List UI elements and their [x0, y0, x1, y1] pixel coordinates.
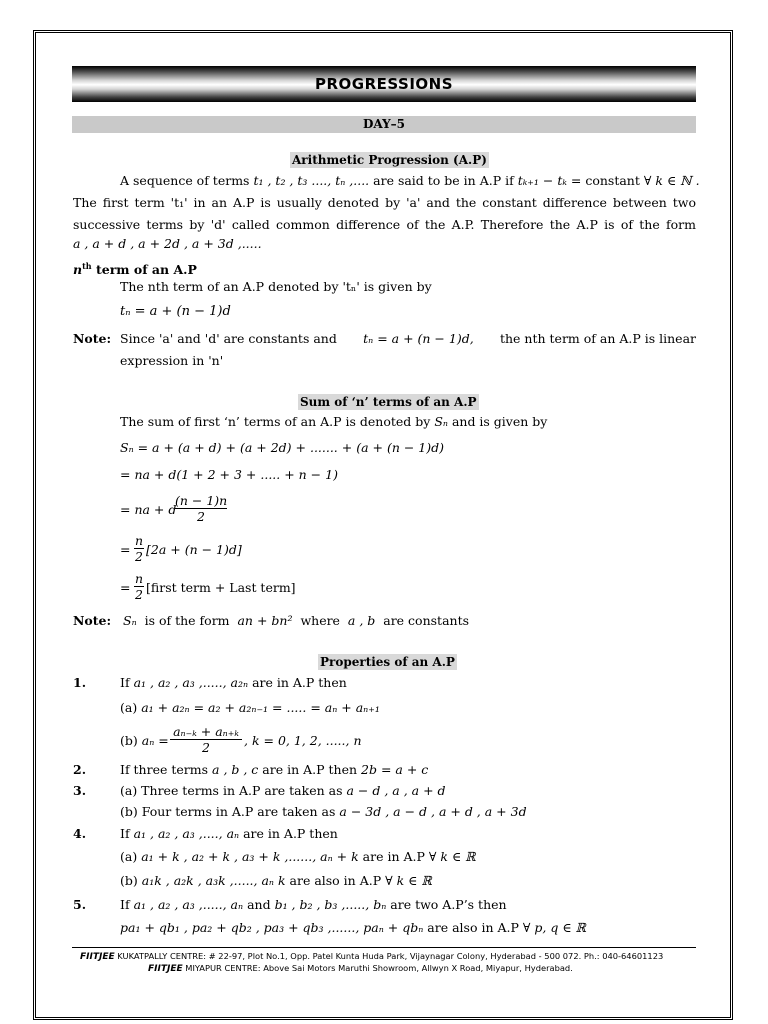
math: ∀ k ∈ ℝ	[428, 849, 476, 864]
nth-term-formula: tₙ = a + (n − 1)d	[120, 304, 231, 319]
math: an + bn²	[237, 613, 293, 628]
math: Sₙ	[434, 414, 448, 429]
item-number: 1.	[73, 675, 87, 690]
property-4b	[120, 873, 432, 889]
math: b₁ , b₂ , b₃ ,....., bₙ	[274, 897, 387, 912]
property-4a	[120, 849, 476, 865]
sum-eq-4: [2a + (n − 1)d]	[146, 542, 242, 557]
math: t₁ , t₂ , t₃ ...., tₙ ,....	[253, 173, 370, 188]
ap-definition-line2: The first term 't₁' in an A.P is usually denoted by 'a' and the constant difference between two	[73, 195, 696, 210]
note-label: Note:	[73, 613, 112, 628]
property-1b-fraction	[170, 724, 242, 755]
math: a₁ , a₂ , a₃ ,....., a₂ₙ	[133, 675, 249, 690]
text: where	[300, 613, 340, 628]
text: are said to be in A.P if	[373, 173, 514, 188]
footer-kukatpally	[80, 951, 663, 963]
math: 2b = a + c	[361, 762, 429, 777]
footer-address: KUKATPALLY CENTRE: # 22-97, Plot No.1, Opp. Patel Kunta Huda Park, Vijaynagar Colony, Hyderabad - 500 072. Ph.: 040-64601123	[117, 951, 664, 961]
text: If	[120, 826, 130, 841]
nth-term-heading	[73, 258, 197, 278]
nth-term-note-line2: expression in 'n'	[120, 353, 224, 368]
math: aₙ =	[141, 733, 169, 748]
footer-address: MIYAPUR CENTRE: Above Sai Motors Maruthi Showroom, Allwyn X Road, Miyapur, Hyderabad.	[185, 963, 573, 973]
text: and	[247, 897, 271, 912]
footer-divider	[72, 947, 696, 948]
math: = na + d	[120, 502, 177, 517]
item-number: 2.	[73, 762, 87, 777]
property-3b	[120, 804, 527, 820]
denominator: 2	[197, 509, 205, 524]
numerator: (n − 1)n	[175, 493, 228, 508]
numerator: n	[134, 571, 144, 586]
page-title: PROGRESSIONS	[72, 66, 696, 102]
property-1b	[120, 733, 169, 749]
sum-eq-5-fraction	[134, 571, 144, 602]
math: a − d , a , a + d	[346, 783, 446, 798]
math: a₁ , a₂ , a₃ ,...., aₙ	[133, 826, 240, 841]
math: a , b , c	[212, 762, 259, 777]
text: The sum of first ‘n’ terms of an A.P is denoted by	[120, 414, 431, 429]
footer-miyapur	[148, 963, 573, 975]
text: are in A.P	[362, 849, 425, 864]
text: and is given by	[451, 414, 548, 429]
sum-eq-1: Sₙ = a + (a + d) + (a + 2d) + ....... + (a + (n − 1)d)	[120, 440, 445, 455]
sum-text	[120, 414, 547, 430]
denominator: 2	[135, 549, 143, 564]
day-label: DAY–5	[72, 116, 696, 133]
text: (a) Three terms in A.P are taken as	[120, 783, 343, 798]
text: If	[120, 897, 130, 912]
sum-eq-3	[120, 502, 176, 518]
sum-eq-4-fraction	[134, 533, 144, 564]
property-1b-rest: , k = 0, 1, 2, ....., n	[244, 733, 362, 748]
math: tₖ₊₁ − tₖ =	[517, 173, 582, 188]
numerator: n	[134, 533, 144, 548]
sum-note	[123, 613, 469, 629]
sum-eq-4-prefix: =	[120, 542, 131, 557]
ap-definition-line3: successive terms by 'd' called common difference of the A.P. Therefore the A.P is of the form	[73, 217, 696, 232]
math: n	[73, 262, 83, 278]
section-heading-sum: Sum of ‘n’ terms of an A.P	[300, 395, 477, 409]
math: ∀ p, q ∈ ℝ	[522, 920, 586, 935]
math: Sₙ	[123, 613, 137, 628]
item-number: 4.	[73, 826, 87, 841]
text: If three terms	[120, 762, 209, 777]
sum-eq-3-fraction	[175, 493, 227, 524]
item-number: 3.	[73, 783, 87, 798]
property-1	[120, 675, 347, 691]
text: is of the form	[144, 613, 230, 628]
text: If	[120, 675, 130, 690]
text: are in A.P then	[262, 762, 358, 777]
property-1a	[120, 700, 380, 716]
math: ∀ k ∈ ℕ .	[643, 173, 700, 188]
math: tₙ = a + (n − 1)d,	[363, 331, 474, 346]
ap-definition-line1	[120, 173, 700, 189]
section-heading-ap: Arithmetic Progression (A.P)	[292, 153, 487, 167]
property-3a	[120, 783, 446, 799]
math: a₁ + k , a₂ + k , a₃ + k ,......, aₙ + k	[141, 849, 359, 864]
denominator: 2	[202, 740, 210, 755]
math: a − 3d , a − d , a + d , a + 3d	[339, 804, 527, 819]
label: (b)	[120, 873, 138, 888]
math: a₁ + a₂ₙ = a₂ + a₂ₙ₋₁ = ..... = aₙ + aₙ₊₁	[141, 700, 380, 715]
property-2	[120, 762, 428, 778]
text: are two A.P’s then	[390, 897, 507, 912]
label: (b)	[120, 733, 138, 748]
ap-form: a , a + d , a + 2d , a + 3d ,.....	[73, 236, 262, 251]
text: are also in A.P	[427, 920, 519, 935]
property-5	[120, 897, 507, 913]
math: pa₁ + qb₁ , pa₂ + qb₂ , pa₃ + qb₃ ,......, paₙ + qbₙ	[120, 920, 424, 935]
note-label: Note:	[73, 331, 112, 346]
label: (a)	[120, 849, 138, 864]
text: Since 'a' and 'd' are constants and	[120, 331, 337, 346]
property-5-combo	[120, 920, 586, 936]
text: the nth term of an A.P is linear	[499, 331, 696, 346]
fiitjee-logo: FIITJEE	[148, 964, 183, 974]
math: ∀ k ∈ ℝ	[385, 873, 432, 888]
denominator: 2	[135, 587, 143, 602]
numerator: aₙ₋ₖ + aₙ₊ₖ	[170, 724, 242, 740]
text: term of an A.P	[91, 262, 197, 278]
nth-term-note	[120, 331, 696, 347]
text: are in A.P then	[252, 675, 347, 690]
text: A sequence of terms	[120, 173, 250, 188]
fiitjee-logo: FIITJEE	[80, 952, 115, 962]
sum-eq-5-prefix: =	[120, 580, 131, 595]
text: constant	[585, 173, 640, 188]
item-number: 5.	[73, 897, 87, 912]
math: a₁ , a₂ , a₃ ,....., aₙ	[133, 897, 244, 912]
math: a , b	[347, 613, 376, 628]
property-4	[120, 826, 338, 842]
section-heading-properties: Properties of an A.P	[320, 655, 455, 669]
superscript: th	[82, 261, 92, 271]
sum-eq-5: [first term + Last term]	[146, 580, 296, 595]
sum-eq-2: = na + d(1 + 2 + 3 + ..... + n − 1)	[120, 467, 338, 482]
math: a₁k , a₂k , a₃k ,....., aₙ k	[141, 873, 286, 888]
nth-term-text: The nth term of an A.P denoted by 'tₙ' is given by	[120, 279, 432, 294]
text: (b) Four terms in A.P are taken as	[120, 804, 336, 819]
label: (a)	[120, 700, 138, 715]
text: are constants	[383, 613, 470, 628]
text: are also in A.P	[289, 873, 382, 888]
text: are in A.P then	[243, 826, 338, 841]
